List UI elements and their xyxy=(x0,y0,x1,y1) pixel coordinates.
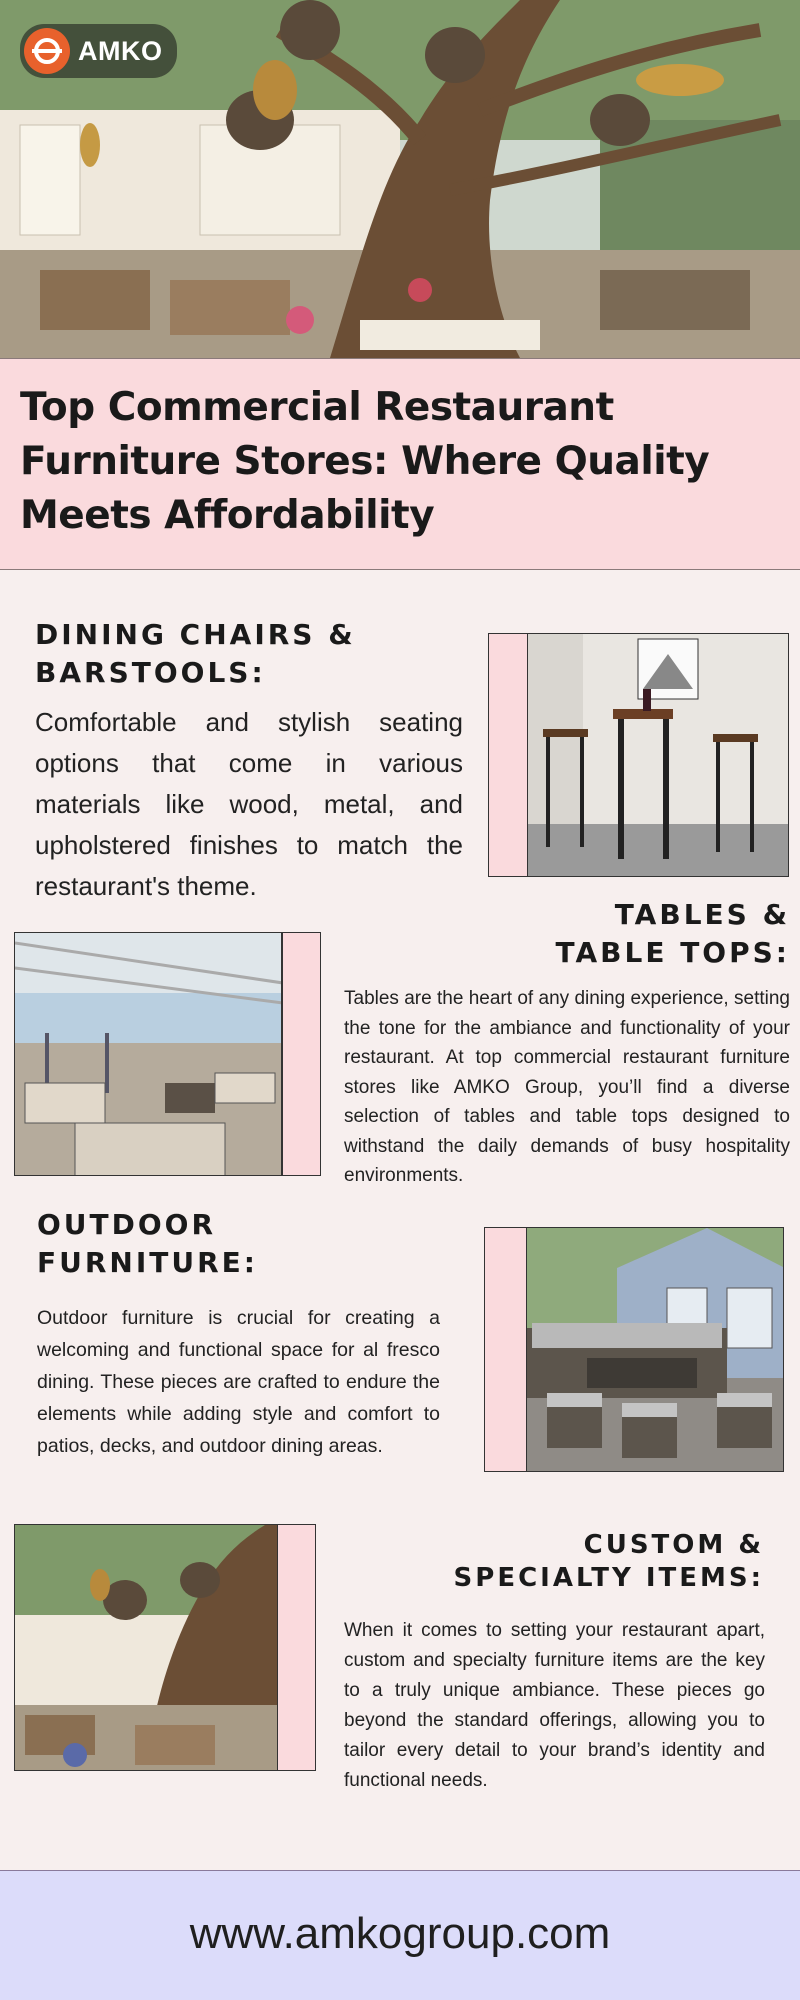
heading-line: FURNITURE: xyxy=(37,1246,258,1279)
section-heading-tables xyxy=(556,896,790,972)
title-band xyxy=(0,358,800,570)
section-text-dining-chairs: Comfortable and stylish seating options that come in various materials like wood, metal, and upholstered finishes to match the restaurant's theme. xyxy=(35,707,463,901)
page-title: Top Commercial Restaurant Furniture Stores: Where Quality Meets Affordability xyxy=(20,385,710,538)
pink-accent-strip xyxy=(484,1227,527,1472)
custom-patio-image xyxy=(15,1525,278,1771)
amko-logo[interactable] xyxy=(20,24,177,78)
heading-line: BARSTOOLS: xyxy=(35,656,266,689)
amko-logo-icon xyxy=(24,28,70,74)
section-text-custom: When it comes to setting your restaurant apart, custom and specialty furniture items are the key to a truly unique ambiance. These pieces go beyond the standard offerings, allowing you to tailor every detail to your brand’s identity and functional needs. xyxy=(344,1620,765,1791)
heading-line: CUSTOM & xyxy=(583,1530,764,1560)
section-heading-custom xyxy=(454,1529,764,1595)
heading-line: OUTDOOR xyxy=(37,1208,217,1241)
outdoor-sofa-photo xyxy=(526,1227,784,1472)
pink-accent-strip xyxy=(488,633,528,877)
custom-patio-photo xyxy=(14,1524,278,1771)
heading-line: TABLE TOPS: xyxy=(555,936,790,969)
heading-line: DINING CHAIRS & xyxy=(35,618,356,651)
section-heading-outdoor xyxy=(37,1206,258,1282)
section-heading-dining-chairs xyxy=(35,616,356,692)
barstools-image xyxy=(528,634,789,877)
terrace-image xyxy=(15,933,282,1176)
logo-text: AMKO xyxy=(78,35,163,66)
outdoor-terrace-photo xyxy=(14,932,282,1176)
outdoor-sofa-image xyxy=(527,1228,784,1472)
pink-accent-strip xyxy=(282,932,321,1176)
heading-line: TABLES & xyxy=(614,898,790,931)
section-text-outdoor: Outdoor furniture is crucial for creating a welcoming and functional space for al fresco dining. These pieces are crafted to endure the elements while adding style and comfort to patios, decks, and outdoor dining areas. xyxy=(37,1307,440,1457)
barstools-photo xyxy=(527,633,789,877)
footer xyxy=(0,1870,800,2000)
section-text-tables: Tables are the heart of any dining experience, setting the tone for the ambiance and functionality of your restaurant. At top commercial restaurant furniture stores like AMKO Group, you’ll find a diverse selection of tables and table tops designed to withstand the daily demands of busy hospitality environments. xyxy=(344,988,790,1186)
heading-line: SPECIALTY ITEMS: xyxy=(453,1563,764,1593)
website-link[interactable]: www.amkogroup.com xyxy=(189,1909,611,1958)
pink-accent-strip xyxy=(277,1524,316,1771)
hero-image xyxy=(0,0,800,358)
